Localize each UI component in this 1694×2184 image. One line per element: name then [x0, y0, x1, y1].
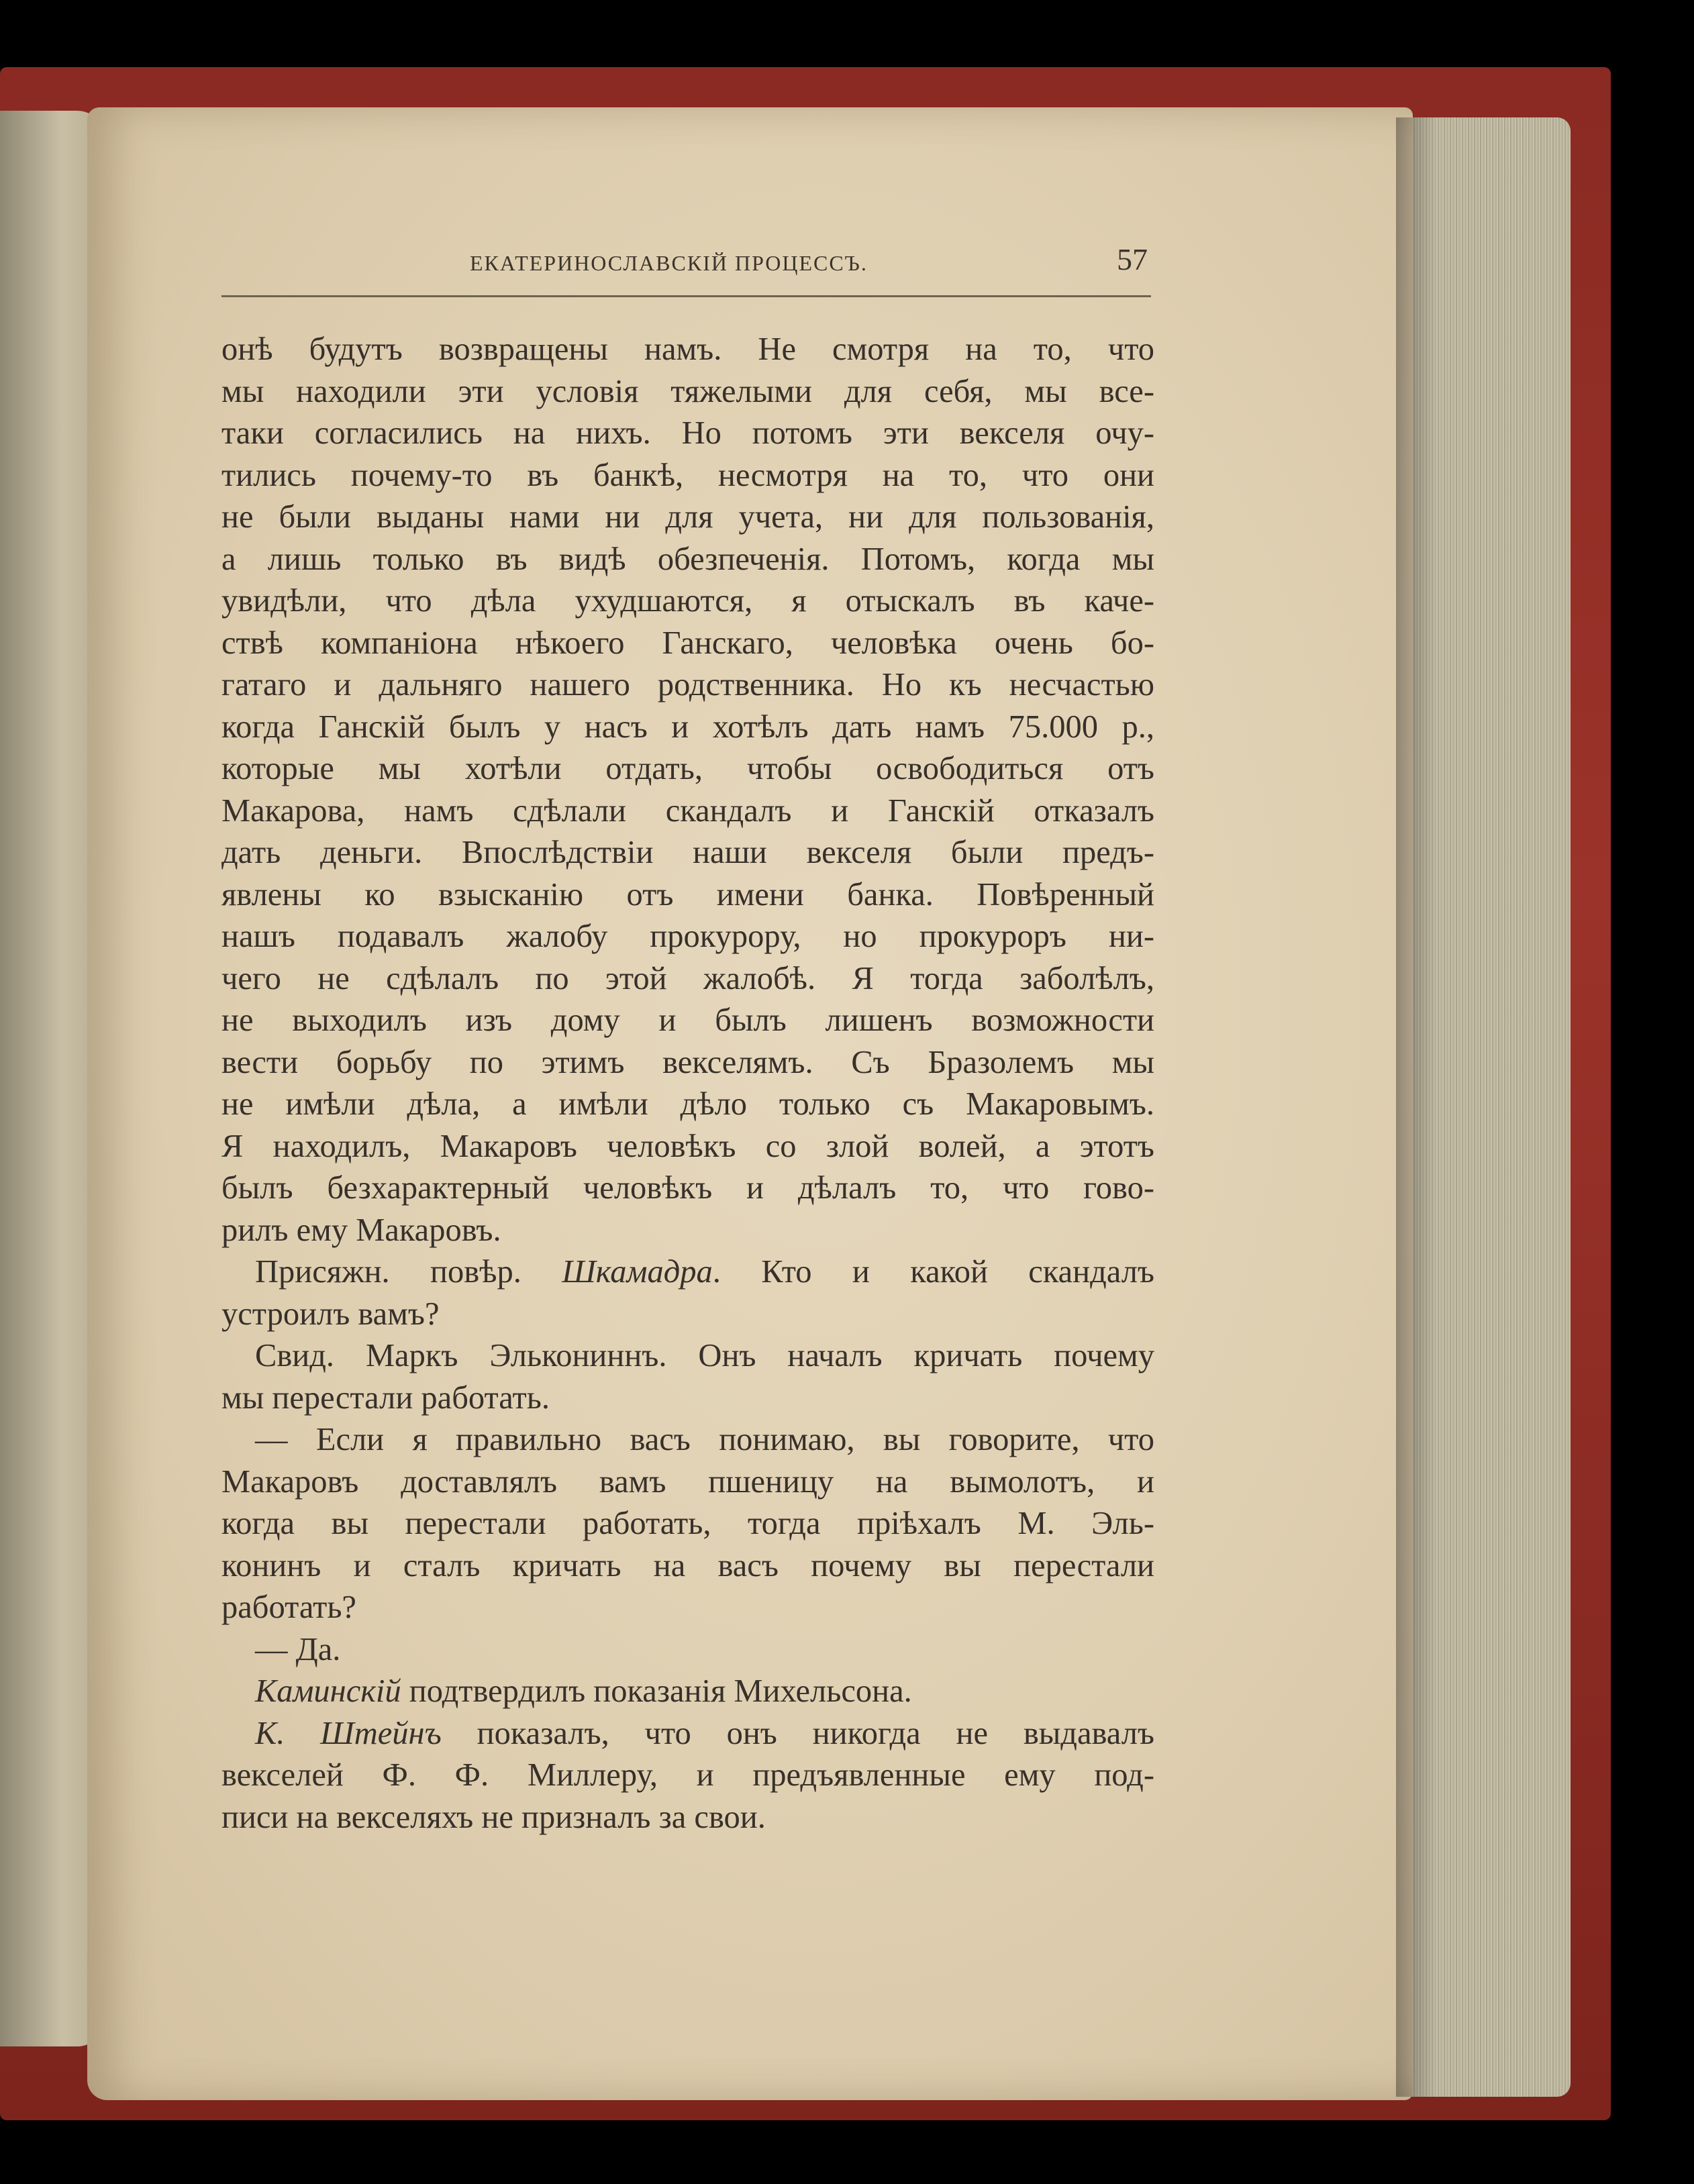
paragraph-line: Макаровъ доставлялъ вамъ пшеницу на вымолотъ, и	[221, 1463, 1154, 1500]
header-rule	[221, 295, 1151, 297]
paragraph-line: Свид. Маркъ Элькониннъ. Онъ началъ кричать почему	[255, 1338, 1154, 1373]
text-line: рилъ ему Макаровъ.	[221, 1212, 501, 1248]
paragraph-line: мы перестали работать.	[221, 1380, 550, 1416]
speaker-name: Шкамадра	[562, 1254, 713, 1290]
text-line: не выходилъ изъ дому и былъ лишенъ возможности	[221, 1002, 1154, 1038]
text-line: гатаго и дальняго нашего родственника. Но къ несчастью	[221, 667, 1154, 703]
text-line: тились почему-то въ банкѣ, несмотря на то, что они	[221, 457, 1154, 493]
person-name: Каминскій	[255, 1673, 401, 1709]
paragraph-line: работать?	[221, 1590, 356, 1625]
page-number: 57	[1117, 242, 1148, 276]
paragraph-line: конинъ и сталъ кричать на васъ почему вы перестали	[221, 1547, 1154, 1583]
running-head-title: ЕКАТЕРИНОСЛАВСКІЙ ПРОЦЕССЪ.	[470, 251, 868, 275]
text-line: вести борьбу по этимъ векселямъ. Съ Бразолемъ мы	[221, 1044, 1154, 1080]
paragraph-text: показалъ, что онъ никогда не выдавалъ	[441, 1715, 1154, 1751]
paragraph-line: векселей Ф. Ф. Миллеру, и предъявленные ему под-	[221, 1757, 1154, 1793]
text-line: ствѣ компаніона нѣкоего Ганскаго, человѣка очень бо-	[221, 625, 1154, 661]
running-head	[221, 242, 1148, 282]
paragraph-line: — Да.	[255, 1631, 341, 1667]
paragraph-line	[221, 1671, 1154, 1713]
paragraph-line: — Если я правильно васъ понимаю, вы говорите, что	[255, 1422, 1154, 1457]
text-line: былъ безхарактерный человѣкъ и дѣлалъ то, что гово-	[221, 1170, 1154, 1206]
paragraph-line	[221, 1251, 1154, 1294]
text-line: нашъ подавалъ жалобу прокурору, но прокуроръ ни-	[221, 919, 1154, 954]
text-line: чего не сдѣлалъ по этой жалобѣ. Я тогда заболѣлъ,	[221, 960, 1154, 996]
paragraph-text: . Кто и какой скандалъ	[712, 1254, 1154, 1290]
text-line: онѣ будутъ возвращены намъ. Не смотря на то, что	[221, 331, 1154, 367]
text-line: дать деньги. Впослѣдствіи наши векселя были предъ-	[221, 835, 1154, 870]
text-block	[221, 329, 1154, 1838]
page-shadow	[1396, 117, 1436, 2097]
paragraph-line	[221, 1713, 1154, 1755]
text-line: увидѣли, что дѣла ухудшаются, я отыскалъ въ каче-	[221, 583, 1154, 619]
paragraph-text: подтвердилъ показанія Михельсона.	[401, 1673, 912, 1709]
text-line: Я находилъ, Макаровъ человѣкъ со злой волей, а этотъ	[221, 1128, 1154, 1164]
text-line: Макарова, намъ сдѣлали скандалъ и Ганскій отказалъ	[221, 792, 1154, 829]
text-line: а лишь только въ видѣ обезпеченія. Потомъ, когда мы	[221, 541, 1154, 577]
paragraph-line: устроилъ вамъ?	[221, 1296, 440, 1332]
text-line: мы находили эти условія тяжелыми для себя, мы все-	[221, 373, 1154, 409]
paragraph-line: писи на векселяхъ не призналъ за свои.	[221, 1799, 766, 1835]
person-name: К. Штейнъ	[255, 1715, 442, 1751]
text-line: когда Ганскій былъ у насъ и хотѣлъ дать намъ 75.000 р.,	[221, 709, 1154, 745]
text-line: не имѣли дѣла, а имѣли дѣло только съ Макаровымъ.	[221, 1086, 1154, 1122]
text-line: которые мы хотѣли отдать, чтобы освободиться отъ	[221, 751, 1154, 786]
paragraph-line: когда вы перестали работать, тогда пріѣхалъ М. Эль-	[221, 1506, 1154, 1541]
text-line: не были выданы нами ни для учета, ни для пользованія,	[221, 499, 1154, 535]
text-line: явлены ко взысканію отъ имени банка. Повѣренный	[221, 876, 1154, 913]
text-line: таки согласились на нихъ. Но потомъ эти векселя очу-	[221, 415, 1154, 451]
speaker-prefix: Присяжн. повѣр.	[255, 1254, 562, 1290]
